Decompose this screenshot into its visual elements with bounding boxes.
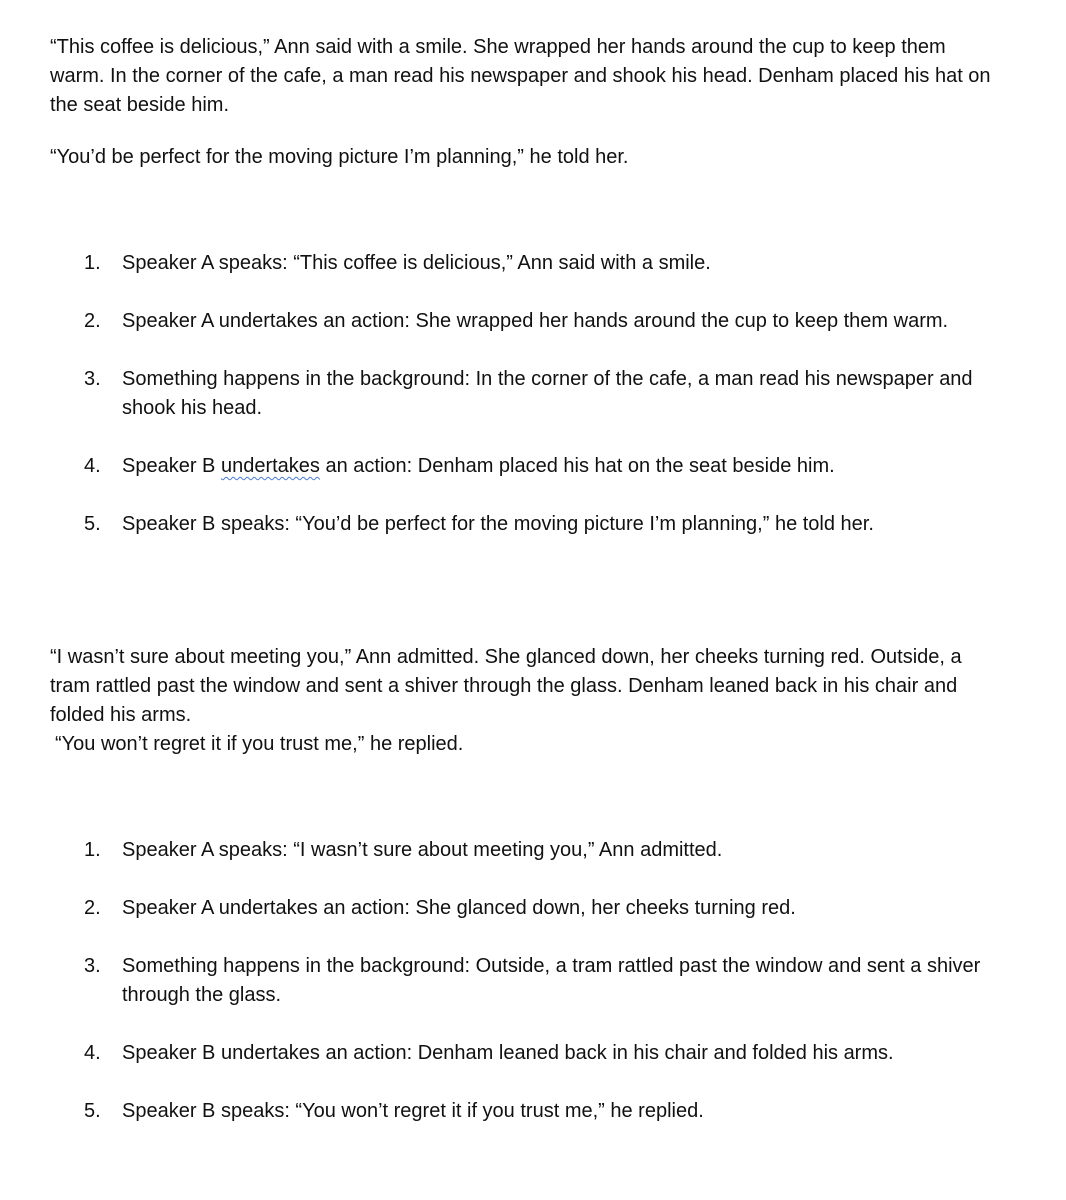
list-item [84,307,1004,336]
list-number: 1. [84,252,101,274]
list-number: 3. [84,368,101,390]
spellcheck-flagged-word[interactable]: undertakes [220,455,320,477]
list-number: 4. [84,1042,101,1064]
list-item-text: Speaker B undertakes an action: Denham leaned back in his chair and folded his arms. [122,1042,894,1064]
list-item [84,952,1004,1010]
list-item-text: Speaker A speaks: “This coffee is delicious,” Ann said with a smile. [122,252,711,274]
list-item-text: Speaker A undertakes an action: She wrapped her hands around the cup to keep them warm. [122,310,949,332]
list-number: 2. [84,897,101,919]
list-item-text: Something happens in the background: In the corner of the cafe, a man read his newspaper and shook his head. [122,368,973,419]
list-number: 1. [84,839,101,861]
list-item [84,452,1004,481]
list-item-text: Speaker B speaks: “You’d be perfect for the moving picture I’m planning,” he told her. [122,513,874,535]
list-number: 5. [84,1100,101,1122]
list-item-text: Speaker A speaks: “I wasn’t sure about meeting you,” Ann admitted. [122,839,723,861]
list-item-text-start: Speaker B [122,455,221,477]
story-dialogue-1: “You’d be perfect for the moving picture I’m planning,” he told her. [50,146,629,168]
list-number: 3. [84,955,101,977]
list-item [84,1039,1004,1068]
story-paragraph-1: “This coffee is delicious,” Ann said with a smile. She wrapped her hands around the cup to keep them warm. In the corner of the cafe, a man read his newspaper and shook his head. Denham placed his hat on the seat beside him. [50,36,991,116]
story-paragraph-2: “I wasn’t sure about meeting you,” Ann admitted. She glanced down, her cheeks turning red. Outside, a tram rattled past the window and sent a shiver through the glass. Denham leaned back in his chair and folded his arms. [50,646,962,726]
list-item-text: Something happens in the background: Outside, a tram rattled past the window and sent a shiver through the glass. [122,955,981,1006]
list-number: 5. [84,513,101,535]
list-item-text: Speaker A undertakes an action: She glanced down, her cheeks turning red. [122,897,796,919]
breakdown-list-1 [84,249,1004,568]
list-item-text-end: an action: Denham placed his hat on the seat beside him. [319,455,835,477]
list-item [84,365,1004,423]
list-number: 2. [84,310,101,332]
list-item [84,510,1004,539]
list-item [84,836,1004,865]
list-item-text [122,455,835,477]
list-item [84,249,1004,278]
list-number: 4. [84,455,101,477]
breakdown-list-2 [84,836,1004,1155]
list-item [84,894,1004,923]
story-dialogue-2: “You won’t regret it if you trust me,” he replied. [55,733,464,755]
list-item-text: Speaker B speaks: “You won’t regret it if you trust me,” he replied. [122,1100,704,1122]
list-item [84,1097,1004,1126]
